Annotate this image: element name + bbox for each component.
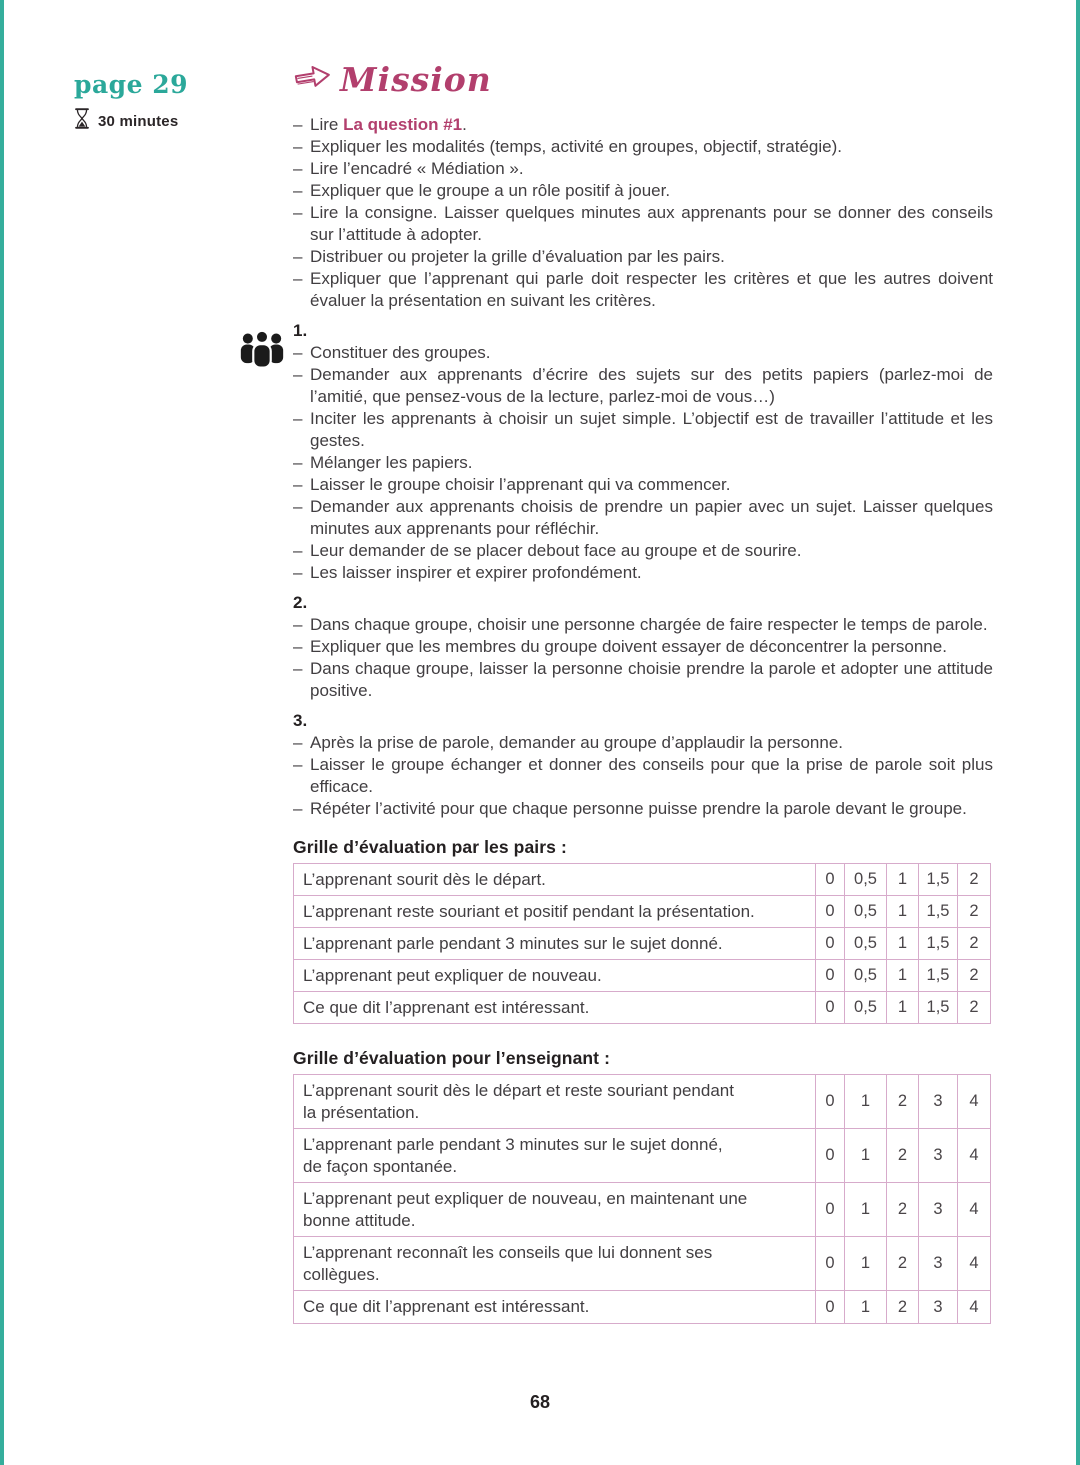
- score-cell: 2: [958, 992, 991, 1024]
- score-cell: 1: [887, 960, 919, 992]
- peer-evaluation-table: [293, 863, 991, 1024]
- score-cell: 1: [887, 896, 919, 928]
- score-cell: 0: [816, 960, 845, 992]
- table-row: [294, 1291, 991, 1324]
- table-row: [294, 1075, 991, 1129]
- score-cell: 0: [816, 992, 845, 1024]
- score-cell: 0,5: [845, 928, 887, 960]
- list-item: – Leur demander de se placer debout face au groupe et de sourire.: [293, 541, 802, 560]
- list-item: – Laisser le groupe échanger et donner des conseils pour que la prise de parole soit plus efficace.: [293, 755, 993, 796]
- score-cell: 2: [958, 864, 991, 896]
- page-reference: page 29: [74, 70, 189, 99]
- list-item: – Expliquer que l’apprenant qui parle doit respecter les critères et que les autres doivent évaluer la présentation en suivant les critères.: [293, 269, 993, 310]
- list-item: – Constituer des groupes.: [293, 343, 491, 362]
- duration: [74, 108, 274, 134]
- list-item: – Expliquer que les membres du groupe doivent essayer de déconcentrer la personne.: [293, 637, 947, 656]
- list-item: – Dans chaque groupe, choisir une personne chargée de faire respecter le temps de parole.: [293, 615, 988, 634]
- list-item: – Inciter les apprenants à choisir un sujet simple. L’objectif est de travailler l’attitude et les gestes.: [293, 409, 993, 450]
- table-row: [294, 1129, 991, 1183]
- step-number: 2.: [293, 593, 308, 612]
- score-cell: 3: [919, 1237, 958, 1291]
- step-number: 3.: [293, 711, 308, 730]
- score-cell: 0: [816, 896, 845, 928]
- score-cell: 0,5: [845, 992, 887, 1024]
- criterion-cell: L’apprenant parle pendant 3 minutes sur le sujet donné, de façon spontanée.: [294, 1129, 816, 1183]
- score-cell: 2: [958, 896, 991, 928]
- list-item: – Les laisser inspirer et expirer profondément.: [293, 563, 642, 582]
- table-row: [294, 864, 991, 896]
- criterion-cell: L’apprenant peut expliquer de nouveau.: [294, 960, 816, 992]
- teacher-grid-caption: Grille d’évaluation pour l’enseignant :: [293, 1048, 611, 1068]
- step-2-bullet-list: [293, 614, 993, 702]
- score-cell: 1: [845, 1075, 887, 1129]
- score-cell: 4: [958, 1075, 991, 1129]
- score-cell: 0: [816, 1129, 845, 1183]
- step-1-bullet-list: [293, 342, 993, 584]
- score-cell: 2: [887, 1129, 919, 1183]
- table-row: [294, 1237, 991, 1291]
- criterion-cell: L’apprenant reconnaît les conseils que lui donnent ses collègues.: [294, 1237, 816, 1291]
- score-cell: 0: [816, 1291, 845, 1324]
- list-item: – Répéter l’activité pour que chaque personne puisse prendre la parole devant le groupe.: [293, 799, 967, 818]
- score-cell: 0,5: [845, 960, 887, 992]
- question-reference: La question #1: [343, 115, 463, 134]
- score-cell: 2: [887, 1183, 919, 1237]
- peer-grid-caption: Grille d’évaluation par les pairs :: [293, 837, 567, 857]
- score-cell: 0,5: [845, 896, 887, 928]
- margin-column: [74, 70, 274, 134]
- table-row: [294, 1183, 991, 1237]
- score-cell: 1: [887, 928, 919, 960]
- score-cell: 0: [816, 1075, 845, 1129]
- peer-evaluation-section: [293, 836, 993, 1324]
- teacher-evaluation-table: [293, 1074, 991, 1324]
- main-content: [293, 56, 993, 1324]
- score-cell: 3: [919, 1075, 958, 1129]
- table-row: [294, 896, 991, 928]
- score-cell: 2: [887, 1075, 919, 1129]
- criterion-cell: L’apprenant parle pendant 3 minutes sur le sujet donné.: [294, 928, 816, 960]
- score-cell: 2: [887, 1291, 919, 1324]
- criterion-cell: L’apprenant sourit dès le départ et reste souriant pendant la présentation.: [294, 1075, 816, 1129]
- list-item: – Mélanger les papiers.: [293, 453, 473, 472]
- score-cell: 1,5: [919, 992, 958, 1024]
- score-cell: 0: [816, 1237, 845, 1291]
- score-cell: 3: [919, 1291, 958, 1324]
- mission-header: [293, 56, 993, 102]
- mission-title: Mission: [340, 59, 492, 99]
- score-cell: 4: [958, 1237, 991, 1291]
- list-item: – Demander aux apprenants d’écrire des sujets sur des petits papiers (parlez-moi de l’amitié, que pensez-vous de la lecture, parlez-moi de vous…): [293, 365, 993, 406]
- hourglass-icon: [74, 108, 90, 134]
- criterion-cell: L’apprenant sourit dès le départ.: [294, 864, 816, 896]
- score-cell: 2: [958, 960, 991, 992]
- group-activity-icon: [238, 329, 286, 376]
- table-row: [294, 928, 991, 960]
- criterion-cell: Ce que dit l’apprenant est intéressant.: [294, 1291, 816, 1324]
- page-edge-right: [1076, 0, 1080, 1465]
- step-3-bullet-list: [293, 732, 993, 820]
- step-number: 1.: [293, 321, 308, 340]
- list-item: – Dans chaque groupe, laisser la personne choisie prendre la parole et adopter une attitude positive.: [293, 659, 993, 700]
- table-row: [294, 960, 991, 992]
- duration-label: 30 minutes: [98, 112, 179, 130]
- score-cell: 1,5: [919, 960, 958, 992]
- sketched-arrow-icon: [293, 61, 333, 98]
- score-cell: 1: [887, 864, 919, 896]
- list-item: – Lire l’encadré « Médiation ».: [293, 159, 524, 178]
- page-edge-left: [0, 0, 4, 1465]
- list-item: – Distribuer ou projeter la grille d’évaluation par les pairs.: [293, 247, 725, 266]
- score-cell: 3: [919, 1129, 958, 1183]
- score-cell: 1,5: [919, 864, 958, 896]
- page-number: 68: [529, 1392, 551, 1412]
- list-item: – Demander aux apprenants choisis de prendre un papier avec un sujet. Laisser quelques minutes aux apprenants pour réfléchir.: [293, 497, 993, 538]
- score-cell: 1: [845, 1237, 887, 1291]
- score-cell: 0,5: [845, 864, 887, 896]
- table-row: [294, 992, 991, 1024]
- list-item: – Laisser le groupe choisir l’apprenant qui va commencer.: [293, 475, 731, 494]
- score-cell: 1,5: [919, 896, 958, 928]
- list-item: – Expliquer que le groupe a un rôle positif à jouer.: [293, 181, 671, 200]
- intro-bullet-list: [293, 114, 993, 312]
- score-cell: 4: [958, 1129, 991, 1183]
- criterion-cell: Ce que dit l’apprenant est intéressant.: [294, 992, 816, 1024]
- score-cell: 3: [919, 1183, 958, 1237]
- score-cell: 1: [887, 992, 919, 1024]
- score-cell: 2: [958, 928, 991, 960]
- score-cell: 1,5: [919, 928, 958, 960]
- score-cell: 1: [845, 1291, 887, 1324]
- list-item: – Après la prise de parole, demander au groupe d’applaudir la personne.: [293, 733, 844, 752]
- criterion-cell: L’apprenant peut expliquer de nouveau, en maintenant une bonne attitude.: [294, 1183, 816, 1237]
- score-cell: 4: [958, 1183, 991, 1237]
- score-cell: 0: [816, 1183, 845, 1237]
- list-item: – Expliquer les modalités (temps, activité en groupes, objectif, stratégie).: [293, 137, 842, 156]
- score-cell: 4: [958, 1291, 991, 1324]
- list-item: – Lire La question #1.: [293, 115, 467, 134]
- list-item: – Lire la consigne. Laisser quelques minutes aux apprenants pour se donner des conseils sur l’attitude à adopter.: [293, 203, 993, 244]
- score-cell: 0: [816, 928, 845, 960]
- score-cell: 2: [887, 1237, 919, 1291]
- score-cell: 0: [816, 864, 845, 896]
- score-cell: 1: [845, 1183, 887, 1237]
- criterion-cell: L’apprenant reste souriant et positif pendant la présentation.: [294, 896, 816, 928]
- score-cell: 1: [845, 1129, 887, 1183]
